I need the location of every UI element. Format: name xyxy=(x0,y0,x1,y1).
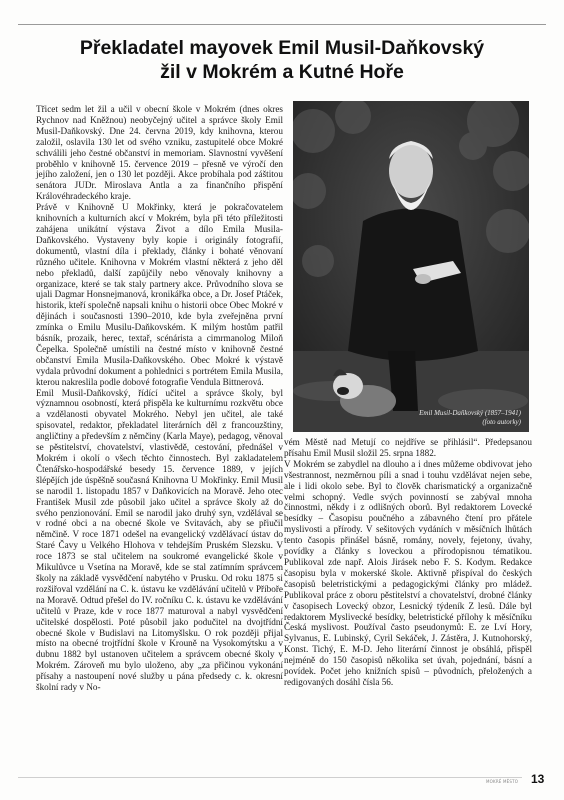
caption-line-2: (foto autorky) xyxy=(482,417,521,426)
title-line-2: žil v Mokrém a Kutné Hoře xyxy=(160,61,404,83)
page-number: 13 xyxy=(531,772,545,786)
paragraph: Emil Musil-Daňkovský, řídící učitel a správce školy, byl významnou osobností, která přispěla ke kulturnímu rozkvětu obce a vzdělanosti obyvatel Mokrého. Nebyl jen učitel, ale také spisovatel, redaktor, překladatel literárních děl z francouzštiny, angličtiny a především z němčiny (Karla Maye), pedagog, věnoval se pěstitelství, chovatelství, vlastivědě, cestování, přednášel v Mokrém i okolí o všech těchto činnostech. Byl zakladatelem Čtenářsko-hospodářské besedy 15. července 1889, v jejích šlépějích jde úspěšně současná Knihovna U Mokřinky. Emil Musil se narodil 1. listopadu 1857 v Daňkovicích na Moravě. Jeho otec František Musil zde působil jako učitel a správce školy až do svého penzionování. Emil se narodil jako druhý syn, vzdělával se v rodné obci a na obecné škole ve Svitavách, aby se přiučil němčině. V roce 1871 odešel na evangelický vzdělávací ústav do Staré Čavy u Velkého Hlohova v tehdejším Pruském Slezsku. V roce 1873 se stal učitelem na soukromé evangelické škole v Mikulůvce u Vsetína na Moravě, kde se stal zatímním správcem školy na základě vysvědčení nabytého v Prusku. Od roku 1875 si rozšiřoval vzdělání na C. k. ústavu ke vzdělávání učitelů v Příboře na Moravě. Odtud přešel do IV. ročníku C. k. ústavu ke vzdělávání učitelů v Praze, kde v roce 1877 maturoval a nabyl vysvědčení učitelské dospělosti. Poté působil jako podučitel na dvojtřídní obecné škole v Budislavi na Litomyšlsku. O rok později přijal místo na obecné trojtřídní škole v Krouně na Vysokomýtsku a v dubnu 1882 byl ustanoven učitelem a správcem obecné školy v Mokrém. Zároveň mu bylo uloženo, aby „za přičinou vykonání přísahy a nastoupení nové služby u pána předsedy c. k. okresní školní rady v No- xyxy=(36,387,283,693)
header-rule xyxy=(18,24,546,25)
portrait-photo xyxy=(293,101,529,432)
photo-caption xyxy=(419,409,521,426)
paragraph: Právě v Knihovně U Mokřinky, která je pokračovatelem knihovních a kulturních akcí v Mokrém, byla při této příležitosti zahájena unikátní výstava Život a dílo Emila Musila-Daňkovského. Vystaveny byly kopie i originály fotografií, dokumentů, vlastní díla i překlady, články i bohaté věnovaní různého učitele. Knihovna v Mokrém vlastní některá z jeho děl nebo překladů, další zapůjčily nebo věnovaly knihovny a organizace, které se tak staly partnery akce. Průvodního slova se ujali Dagmar Honsnejmanová, kronikářka obce, a Dr. Josef Ptáček, historik, kteří společně napsali knihu o historii obce Obec Mokré v dějinách i současnosti 1390–2010, kde byla zveřejněna první zmínka o Emilu Musilu-Daňkovském. K milým hostům patřil básník, prozaik, herec, textař, scénárista a cimrmanolog Miloň Čepelka. Společně umístili na čestné místo v knihovně čestné občanství Emila Musila-Daňkovského. Obec Mokré k výstavě vydala průvodní dokument a pohlednici s portrétem Emila Musila, kterou nakreslila podle dobové fotografie Vendula Bittnerová. xyxy=(36,202,283,387)
title-line-1: Překladatel mayovek Emil Musil-Daňkovský xyxy=(79,37,485,59)
paragraph: Třicet sedm let žil a učil v obecní škole v Mokrém (dnes okres Rychnov nad Kněžnou) neobyčejný učitel a správce školy Emil Musil-Daňkovský. Dne 24. června 2019, kdy knihovna, kterou založil, oslavila 130 let od svého vzniku, zastupitelé obce Mokré schválili jeho čestné občanství in memoriam. Slavnostní vyvěšení proběhlo v knihovně 15. července 2019 – přesně ve výročí den jejího založení, jen o 130 let později. Akce probíhala pod záštitou senátora JUDr. Miroslava Antla a za finančního přispění Královéhradeckého kraje. xyxy=(36,104,283,202)
caption-line-1: Emil Musil-Daňkovský (1857–1941) xyxy=(419,409,521,417)
paragraph: V Mokrém se zabydlel na dlouho a i dnes můžeme obdivovat jeho všestrannost, nezměrnou píli a snad i touhu vzdělávat nejen sebe, ale i lidi okolo sebe. Byl to člověk charismatický a organizačně velmi schopný. Vedle svých povinností se zabýval mnoha činnostmi, někdy i z odlišných oborů. Byl redaktorem Lovecké besídky – Časopisu poučného a zábavného čtení pro přátele myslivosti a přírody. V sešitových vydáních v měsíčních lhůtách tento časopis přinášel básně, romány, novely, fejetony, úvahy, povídky a články s loveckou a přírodopisnou tématikou. Publikoval zde např. Alois Jirásek nebo F. S. Kodym. Redakce časopisu byla v mokerské škole. Aktivně přispíval do českých časopisů beletristickými a pedagogickými články pro mládež. Publikoval práce z oboru pěstitelství a chovatelství, drobné články v časopisech Lovecký obzor, Lesnický týdeník Z lesů. Dále byl redaktorem Myslivecké besídky, beletristické přílohy k měsíčníku Česká myslivost. Používal často pseudonymů: E. ze Lví Hory, Sylvanus, E. Lubinský, Cyril Sekáček, J. Zástěra, J. Kutnohorský, Konst. Tichý, E. M-D. Jeho literární činnost je obsáhlá, přispěl nejméně do 150 časopisů několika set úvah, pojednání, básní a povídek. Počet jeho knižních spisů – původních, přeložených a redigovaných dosáhl čísla 56. xyxy=(284,458,532,687)
portrait-illustration xyxy=(293,101,529,432)
footer-label: MOKRÉ MĚSTO xyxy=(486,779,519,784)
left-column xyxy=(36,104,283,693)
paragraph: vém Městě nad Metují co nejdříve se přihlásil“. Předepsanou přísahu Emil Musil složil 25. srpna 1882. xyxy=(284,437,532,458)
footer-rule xyxy=(18,777,522,778)
right-column xyxy=(284,437,532,688)
article-title xyxy=(20,36,544,84)
